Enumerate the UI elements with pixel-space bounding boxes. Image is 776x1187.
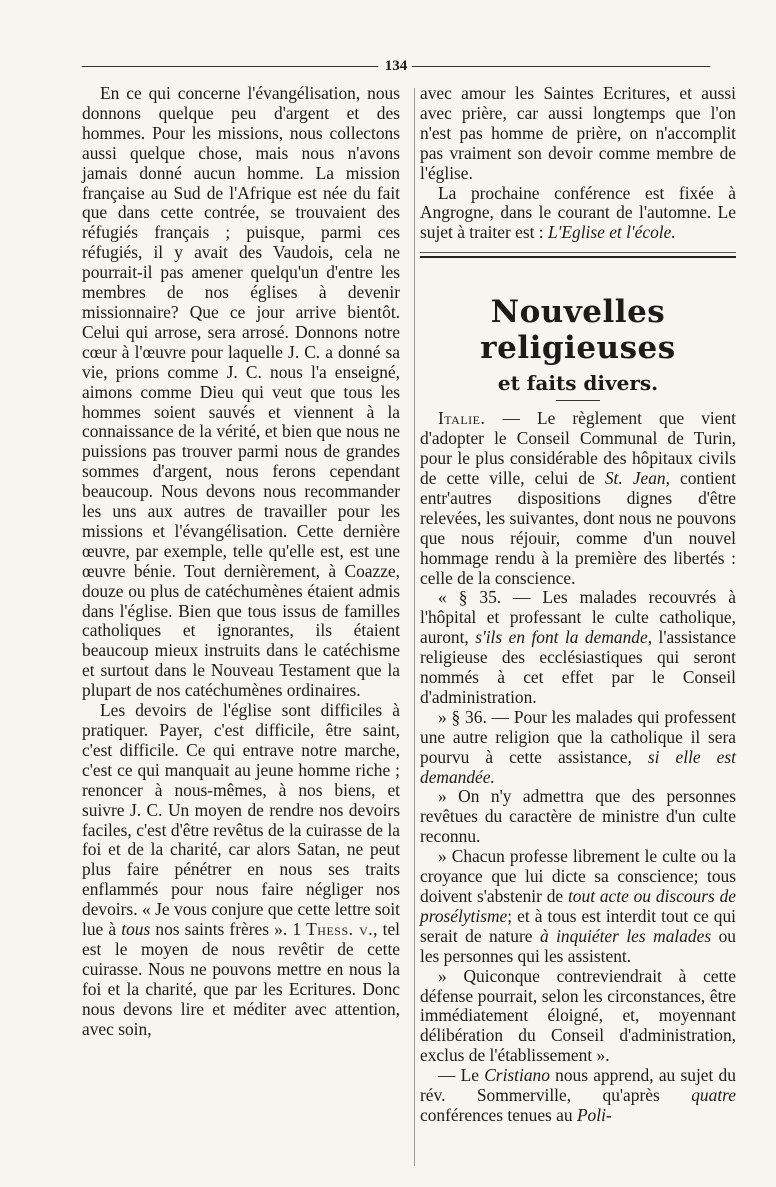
p6-b: nous apprend, au sujet du rév. Sommerville, qu'après <box>420 1065 736 1106</box>
conference-text: La prochaine conférence est fixée à Angrogne, dans le courant de l'automne. Le sujet à traiter est : <box>420 182 736 243</box>
p6-italic-2: quatre <box>691 1085 736 1106</box>
news-cristiano <box>420 1066 736 1126</box>
right-column <box>420 84 736 1126</box>
p6-c: conférences tenues au <box>420 1104 573 1125</box>
news-defense: » Quiconque contreviendrait à cette défense pourrait, selon les circonstances, être immédiatement éloigné, et, moyennant délibération du Conseil d'administration, exclus de l'établissement ». <box>420 965 736 1066</box>
bible-reference: Thess. v. <box>306 919 374 940</box>
news-article-36 <box>420 708 736 788</box>
p4-c: ou les personnes qui les assistent. <box>420 925 736 966</box>
section-separator <box>420 250 736 264</box>
paragraph-evangelisation: En ce qui concerne l'évangélisation, nous donnons quelque peu d'argent et des hommes. Pour les missions, nous collectons aussi quelque chose, mais nous n'avons jamais donné aucun homme. La mission française au Sud de l'Afrique est née du fait que dans cette contrée, se trouvaient des réfugiés français ; puisque, parmi ces réfugiés, il y avait des Vaudois, cela ne pourrait-il pas amener quelqu'un d'entre les membres de nos églises à devenir missionnaire? Que ce jour arrive bientôt. Celui qui arrose, sera arrosé. Donnons notre cœur à l'œuvre pour laquelle J. C. a donné sa vie, prions comme J. C. nous l'a enseigné, aimons comme Dieu qui veut que tous les hommes soient sauvés et viennent à la connaissance de la vérité, et bien que nous ne puissions pas trouver parmi nous de grandes sommes d'argent, nous ferons cependant beaucoup. Nous devons nous recommander les uns aux autres de travailler pour les missions et l'évangélisation. Cette dernière œuvre, par exemple, telle qu'elle est, est une œuvre bénie. Tout dernièrement, à Coazze, douze ou plus de catéchumènes étaient admis dans l'église. Bien que tous issus de familles catholiques et ignorantes, ils étaient beaucoup mieux instruits dans le catéchisme et surtout dans le Nouveau Testament que la plupart de nos catéchumènes ordinaires. <box>82 83 400 701</box>
news-country: Italie. <box>438 408 486 429</box>
p4-b: ; et à tous est interdit tout ce qui serait de nature <box>420 905 736 946</box>
header-rule-right <box>412 66 710 67</box>
paragraph-devoirs <box>82 701 400 1039</box>
art35-b: , l'assistance religieuse des ecclésiastiques qui seront nommés à cet effet par le Conseil d'administration. <box>420 627 736 707</box>
news-intro-1: — Le règlement que vient d'adopter le Conseil Communal de Turin, pour le plus considérable des hôpitaux civils de cette ville, celui de <box>420 408 736 488</box>
subtitle-dash <box>556 400 600 401</box>
news-intro-2: , contient entr'autres dispositions dignes d'être relevées, les suivantes, dont nous ne pouvons que nous réjouir, comme d'un nouvel hommage rendu à la première des libertés : celle de la conscience. <box>420 467 736 588</box>
art35-a: « § 35. — Les malades recouvrés à l'hôpital et professant le culte catholique, auront, <box>420 587 736 648</box>
news-italie <box>420 409 736 588</box>
page-header <box>82 56 710 76</box>
page-number: 134 <box>384 58 408 74</box>
paragraph-continuation: avec amour les Saintes Ecritures, et aussi avec prière, car aussi longtemps que l'on n'est pas homme de prière, on n'accomplit pas vraiment son devoir comme membre de l'église. <box>420 83 736 183</box>
p4-italic-1: tout acte ou discours de prosélytisme <box>420 886 736 926</box>
conference-subject: L'Eglise et l'école. <box>547 222 676 243</box>
p6-italic-1: Cristiano <box>484 1065 550 1086</box>
paragraph-conference <box>420 184 736 244</box>
art35-italic: s'ils en font la demande <box>475 627 648 648</box>
header-rule-left <box>82 66 378 67</box>
p4-a: » Chacun professe librement le culte ou la croyance que lui dicte sa conscience; tous doivent s'abstenir de <box>420 846 736 906</box>
p4-italic-2: à inquiéter les malades <box>539 925 712 946</box>
devoirs-italic-tous: tous <box>121 919 151 940</box>
art36-italic: si elle est demandée. <box>420 746 736 787</box>
column-divider <box>414 88 415 1166</box>
art36-a: » § 36. — Pour les malades qui professent une autre religion que la catholique il sera pourvu à cette assistance, <box>420 706 736 767</box>
p6-a: — Le <box>438 1065 479 1086</box>
news-culte <box>420 847 736 966</box>
devoirs-text: Les devoirs de l'église sont difficiles à pratiquer. Payer, c'est difficile, être saint, c'est difficile. Ce qui entrave notre marche, c'est ce qui manquait au jeune homme riche ; renoncer à nous-mêmes, à nos biens, et suivre J. C. Un moyen de rendre nos devoirs faciles, c'est d'être revêtus de la cuirasse de la foi et de la charité, car alors Satan, ne peut plus faire pénétrer en nous ses traits enflammés pour nous faire négliger nos devoirs. « Je vous conjure que cette lettre soit lue à <box>82 700 400 940</box>
section-title: Nouvelles religieuses <box>480 294 676 367</box>
news-article-35 <box>420 588 736 707</box>
section-subtitle: et faits divers. <box>497 371 659 396</box>
news-ministre: » On n'y admettra que des personnes revêtues du caractère de ministre d'un culte reconnu. <box>420 786 736 847</box>
devoirs-text-after: nos saints frères ». 1 <box>155 919 302 940</box>
devoirs-text-end: , tel est le moyen de nous revêtir de cette cuirasse. Nous ne pouvons mettre en nous la foi et la charité, que par les Ecritures. Donc nous devons lire et méditer avec attention, avec soin, <box>82 919 400 1039</box>
news-hospital: St. Jean <box>604 467 666 488</box>
left-column <box>82 84 400 1040</box>
p6-italic-3: Poli- <box>576 1104 612 1125</box>
